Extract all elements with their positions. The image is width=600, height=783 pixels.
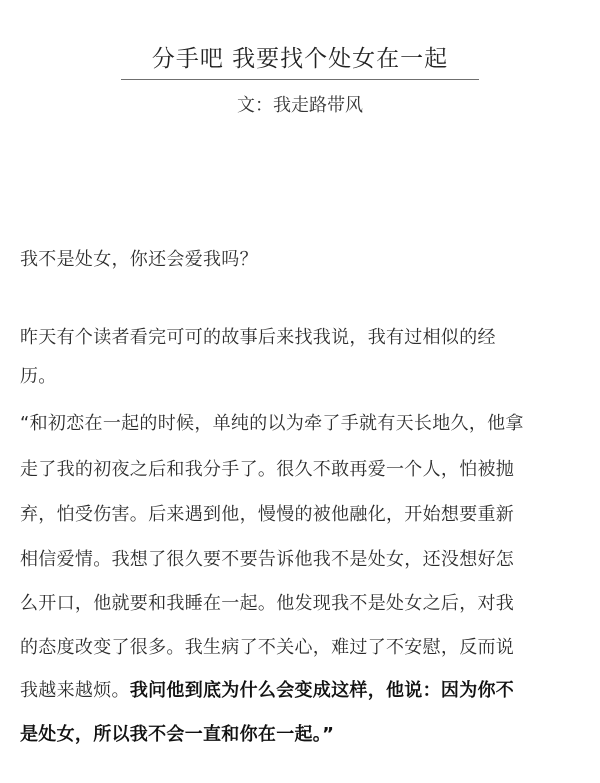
quote-line-8: 是处女，所以我不会一直和你在一起。” bbox=[20, 724, 335, 745]
paragraph-question: 我不是处女，你还会爱我吗？ bbox=[20, 249, 258, 270]
title-divider bbox=[121, 79, 479, 80]
quote-line-4: 相信爱情。我想了很久要不要告诉他我不是处女，还没想好怎 bbox=[20, 549, 515, 570]
quote-line-2: 走了我的初夜之后和我分手了。很久不敢再爱一个人，怕被抛 bbox=[20, 459, 515, 480]
quote-line-7-normal: 我越来越烦。 bbox=[20, 680, 130, 701]
paragraph-intro-line-1: 昨天有个读者看完可可的故事后来找我说，我有过相似的经 bbox=[20, 327, 496, 348]
quote-line-3: 弃，怕受伤害。后来遇到他，慢慢的被他融化，开始想要重新 bbox=[20, 504, 515, 525]
quote-line-7-bold: 我问他到底为什么会变成这样，他说：因为你不 bbox=[129, 680, 515, 701]
quote-line-5: 么开口，他就要和我睡在一起。他发现我不是处女之后，对我 bbox=[20, 593, 515, 614]
quote-line-6: 的态度改变了很多。我生病了不关心，难过了不安慰，反而说 bbox=[20, 637, 515, 658]
article-title: 分手吧 我要找个处女在一起 bbox=[151, 46, 449, 72]
quote-line-1: “和初恋在一起的时候，单纯的以为牵了手就有天长地久，他拿 bbox=[20, 413, 524, 434]
paragraph-intro-line-2: 历。 bbox=[20, 366, 57, 387]
quote-line-7 bbox=[20, 676, 514, 702]
article-author: 文：我走路带风 bbox=[237, 95, 363, 116]
